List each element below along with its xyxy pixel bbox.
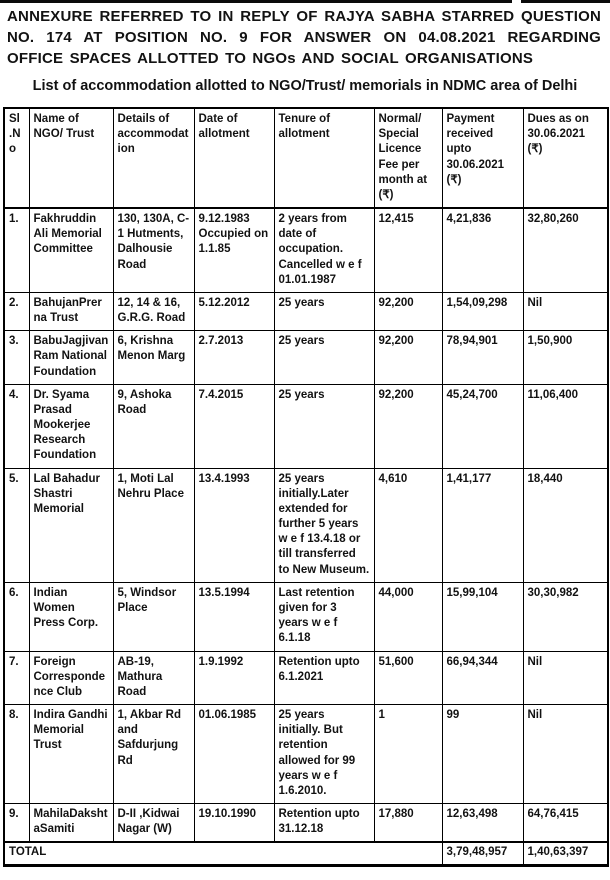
cell-tenure: 25 years initially. But retention allowed for 99 years w e f 1.6.2010. bbox=[274, 705, 374, 804]
cell-payment: 15,99,104 bbox=[442, 582, 523, 651]
cell-details: 9, Ashoka Road bbox=[113, 384, 194, 468]
cell-details: 1, Akbar Rd and Safdurjung Rd bbox=[113, 705, 194, 804]
table-row bbox=[4, 804, 608, 843]
cell-name: Lal Bahadur Shastri Memorial bbox=[29, 468, 113, 582]
cell-name: Indira Gandhi Memorial Trust bbox=[29, 705, 113, 804]
cell-date: 2.7.2013 bbox=[194, 331, 274, 385]
cell-date: 13.4.1993 bbox=[194, 468, 274, 582]
cell-dues: Nil bbox=[523, 705, 608, 804]
cell-dues: 11,06,400 bbox=[523, 384, 608, 468]
scan-artifact-line bbox=[0, 0, 512, 3]
cell-sl: 5. bbox=[4, 468, 29, 582]
cell-dues: Nil bbox=[523, 292, 608, 330]
cell-payment: 99 bbox=[442, 705, 523, 804]
cell-tenure: 25 years bbox=[274, 292, 374, 330]
table-header-row bbox=[4, 108, 608, 208]
cell-sl: 6. bbox=[4, 582, 29, 651]
col-header-dues: Dues as on 30.06.2021 (₹) bbox=[523, 108, 608, 208]
cell-date: 01.06.1985 bbox=[194, 705, 274, 804]
table-row bbox=[4, 468, 608, 582]
cell-details: D-II ,Kidwai Nagar (W) bbox=[113, 804, 194, 843]
total-dues-value: 1,40,63,397 bbox=[523, 842, 608, 865]
table-total-row bbox=[4, 842, 608, 865]
cell-name: Dr. Syama Prasad Mookerjee Research Foundation bbox=[29, 384, 113, 468]
col-header-name: Name of NGO/ Trust bbox=[29, 108, 113, 208]
col-header-details: Details of accommodation bbox=[113, 108, 194, 208]
table-row bbox=[4, 651, 608, 705]
cell-dues: 1,50,900 bbox=[523, 331, 608, 385]
table-row bbox=[4, 384, 608, 468]
cell-date: 1.9.1992 bbox=[194, 651, 274, 705]
cell-fee: 92,200 bbox=[374, 331, 442, 385]
scan-artifact-line bbox=[521, 0, 610, 3]
cell-dues: 32,80,260 bbox=[523, 208, 608, 292]
cell-sl: 9. bbox=[4, 804, 29, 843]
cell-details: 1, Moti Lal Nehru Place bbox=[113, 468, 194, 582]
table-row bbox=[4, 208, 608, 292]
cell-payment: 1,41,177 bbox=[442, 468, 523, 582]
table-row bbox=[4, 292, 608, 330]
cell-sl: 8. bbox=[4, 705, 29, 804]
cell-payment: 12,63,498 bbox=[442, 804, 523, 843]
cell-fee: 92,200 bbox=[374, 292, 442, 330]
cell-name: BabuJagjivan Ram National Foundation bbox=[29, 331, 113, 385]
cell-fee: 1 bbox=[374, 705, 442, 804]
table-row bbox=[4, 705, 608, 804]
cell-dues: 64,76,415 bbox=[523, 804, 608, 843]
cell-name: Foreign Correspondence Club bbox=[29, 651, 113, 705]
cell-details: AB-19, Mathura Road bbox=[113, 651, 194, 705]
cell-date: 19.10.1990 bbox=[194, 804, 274, 843]
cell-dues: Nil bbox=[523, 651, 608, 705]
cell-date: 5.12.2012 bbox=[194, 292, 274, 330]
col-header-payment: Payment received upto 30.06.2021 (₹) bbox=[442, 108, 523, 208]
cell-tenure: Last retention given for 3 years w e f 6.1.18 bbox=[274, 582, 374, 651]
cell-date: 9.12.1983 Occupied on 1.1.85 bbox=[194, 208, 274, 292]
cell-dues: 18,440 bbox=[523, 468, 608, 582]
cell-tenure: 25 years bbox=[274, 331, 374, 385]
cell-tenure: Retention upto 6.1.2021 bbox=[274, 651, 374, 705]
cell-fee: 12,415 bbox=[374, 208, 442, 292]
cell-name: Fakhruddin Ali Memorial Committee bbox=[29, 208, 113, 292]
table-row bbox=[4, 331, 608, 385]
cell-fee: 44,000 bbox=[374, 582, 442, 651]
cell-details: 12, 14 & 16, G.R.G. Road bbox=[113, 292, 194, 330]
cell-payment: 4,21,836 bbox=[442, 208, 523, 292]
cell-payment: 45,24,700 bbox=[442, 384, 523, 468]
cell-name: MahilaDakshtaSamiti bbox=[29, 804, 113, 843]
cell-payment: 66,94,344 bbox=[442, 651, 523, 705]
cell-tenure: 25 years bbox=[274, 384, 374, 468]
cell-name: Indian Women Press Corp. bbox=[29, 582, 113, 651]
cell-details: 130, 130A, C-1 Hutments, Dalhousie Road bbox=[113, 208, 194, 292]
col-header-date: Date of allotment bbox=[194, 108, 274, 208]
total-label: TOTAL bbox=[4, 842, 442, 865]
cell-fee: 92,200 bbox=[374, 384, 442, 468]
annexure-heading: ANNEXURE REFERRED TO IN REPLY OF RAJYA SABHA STARRED QUESTION NO. 174 AT POSITION NO. 9 FOR ANSWER ON 04.08.2021 REGARDING OFFICE SPACES ALLOTTED TO NGOs AND SOCIAL ORGANISATIONS bbox=[7, 8, 601, 67]
cell-sl: 7. bbox=[4, 651, 29, 705]
cell-fee: 4,610 bbox=[374, 468, 442, 582]
cell-dues: 30,30,982 bbox=[523, 582, 608, 651]
cell-sl: 2. bbox=[4, 292, 29, 330]
cell-name: BahujanPrerna Trust bbox=[29, 292, 113, 330]
cell-sl: 1. bbox=[4, 208, 29, 292]
allotment-table bbox=[3, 107, 609, 867]
table-row bbox=[4, 582, 608, 651]
col-header-fee: Normal/ Special Licence Fee per month at (₹) bbox=[374, 108, 442, 208]
col-header-tenure: Tenure of allotment bbox=[274, 108, 374, 208]
cell-date: 13.5.1994 bbox=[194, 582, 274, 651]
cell-details: 6, Krishna Menon Marg bbox=[113, 331, 194, 385]
cell-fee: 51,600 bbox=[374, 651, 442, 705]
cell-tenure: 25 years initially.Later extended for further 5 years w e f 13.4.18 or till transferred to New Museum. bbox=[274, 468, 374, 582]
cell-payment: 78,94,901 bbox=[442, 331, 523, 385]
cell-details: 5, Windsor Place bbox=[113, 582, 194, 651]
list-subtitle: List of accommodation allotted to NGO/Trust/ memorials in NDMC area of Delhi bbox=[32, 78, 578, 94]
cell-payment: 1,54,09,298 bbox=[442, 292, 523, 330]
cell-fee: 17,880 bbox=[374, 804, 442, 843]
cell-sl: 4. bbox=[4, 384, 29, 468]
cell-date: 7.4.2015 bbox=[194, 384, 274, 468]
cell-tenure: 2 years from date of occupation. Cancelled w e f 01.01.1987 bbox=[274, 208, 374, 292]
total-payment-value: 3,79,48,957 bbox=[442, 842, 523, 865]
cell-tenure: Retention upto 31.12.18 bbox=[274, 804, 374, 843]
col-header-sl: Sl .N o bbox=[4, 108, 29, 208]
cell-sl: 3. bbox=[4, 331, 29, 385]
